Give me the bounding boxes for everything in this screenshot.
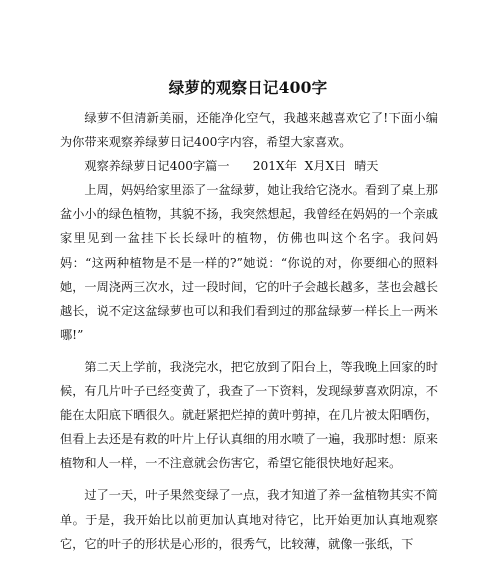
paragraph-1: 上周，妈妈给家里添了一盆绿萝，她让我给它浇水。看到了桌上那盆小小的绿色植物，其貌不扬，我突然想起，我曾经在妈妈的一个亲戚家里见到一盆挂下长长绿叶的植物，仿佛也叫这个名字。我问妈妈：“这两种植物是不是一样的?”她说：“你说的对，你要细心的照料她，一周浇两三次水，过一段时间，它的叶子会越长越多，茎也会越长越长，说不定这盆绿萝也可以和我们看到过的那盆绿萝一样长上一两米哪!”	[60, 183, 438, 342]
intro-paragraph: 绿萝不但清新美丽，还能净化空气，我越来越喜欢它了!下面小编为你带来观察养绿萝日记400字内容，希望大家喜欢。	[60, 111, 438, 150]
entry-heading: 观察养绿萝日记400字篇一 201X年 X月X日 晴天	[84, 159, 379, 174]
page-title: 绿萝的观察日记400字	[168, 78, 328, 97]
article-body	[60, 106, 438, 556]
paragraph-3: 过了一天，叶子果然变绿了一点，我才知道了养一盆植物其实不简单。于是，我开始比以前更加认真地对待它，比开始更加认真地观察它，它的叶子的形状是心形的，很秀气，比较薄，就像一张纸，下	[60, 488, 438, 551]
paragraph-2: 第二天上学前，我浇完水，把它放到了阳台上，等我晚上回家的时候，有几片叶子已经变黄了，我查了一下资料，发现绿萝喜欢阴凉，不能在太阳底下晒很久。就赶紧把烂掉的黄叶剪掉，在几片被太阳晒伤，但看上去还是有救的叶片上仔认真细的用水喷了一遍，我那时想：原来植物和人一样，一不注意就会伤害它，希望它能很快地好起来。	[60, 359, 438, 471]
